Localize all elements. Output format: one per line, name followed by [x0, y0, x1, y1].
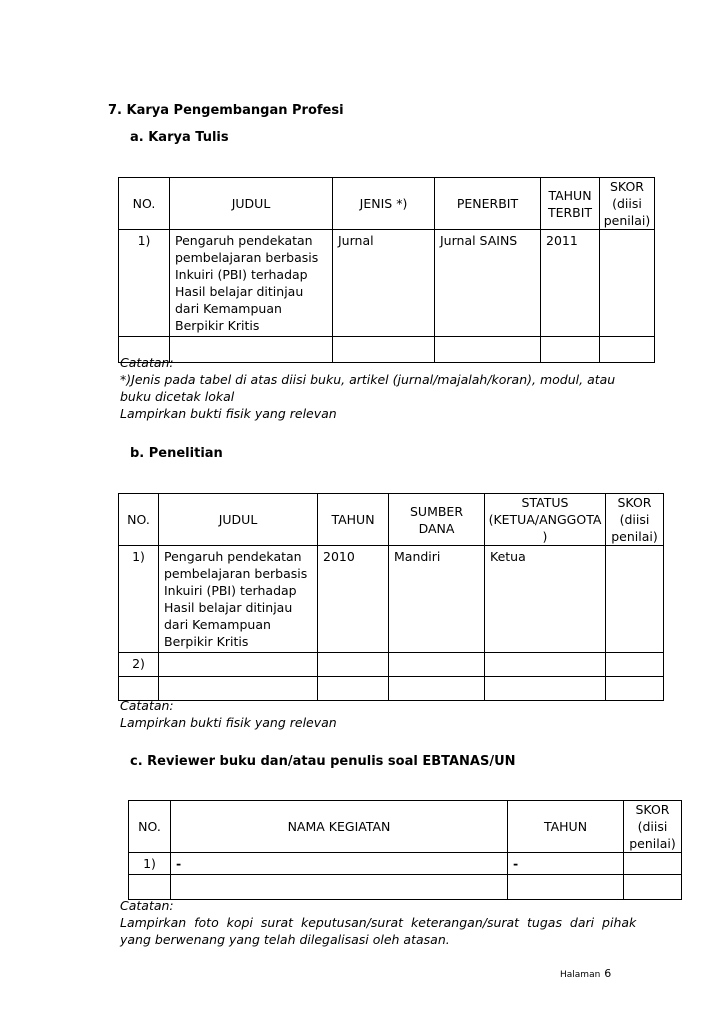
penelitian-notes — [120, 697, 337, 731]
page-number: 6 — [604, 967, 612, 980]
cell-skor — [606, 677, 664, 701]
page-footer — [560, 965, 611, 980]
table-header-row — [129, 801, 682, 853]
note-line: buku dicetak lokal — [120, 389, 235, 404]
reviewer-table — [128, 800, 682, 900]
header-tahun-terbit: TAHUN TERBIT — [541, 178, 600, 230]
header-judul: JUDUL — [159, 494, 318, 546]
cell-skor — [606, 546, 664, 653]
karya-tulis-heading: a. Karya Tulis — [130, 130, 229, 145]
header-status: STATUS (KETUA/ANGGOTA ) — [485, 494, 606, 546]
note-line: Lampirkan bukti fisik yang relevan — [120, 715, 337, 730]
table-header-row — [119, 494, 664, 546]
table-row — [129, 875, 682, 900]
note-line: Lampirkan foto kopi surat keputusan/surat keterangan/surat tugas dari pihak — [120, 915, 637, 930]
note-line: Catatan: — [120, 898, 174, 913]
cell-tahun — [318, 653, 389, 677]
cell-jenis: Jurnal — [333, 230, 435, 337]
cell-status: Ketua — [485, 546, 606, 653]
reviewer-heading: c. Reviewer buku dan/atau penulis soal EBTANAS/UN — [130, 754, 516, 769]
header-no: NO. — [119, 178, 170, 230]
header-skor: SKOR (diisi penilai) — [600, 178, 655, 230]
table-row — [119, 230, 655, 337]
cell-sumber-dana — [389, 677, 485, 701]
header-tahun: TAHUN — [508, 801, 624, 853]
table-header-row — [119, 178, 655, 230]
header-no: NO. — [129, 801, 171, 853]
cell-status — [485, 653, 606, 677]
table-row — [129, 853, 682, 875]
cell-sumber-dana — [389, 653, 485, 677]
table-row — [119, 546, 664, 653]
header-sumber-dana: SUMBER DANA — [389, 494, 485, 546]
karya-tulis-table — [118, 177, 655, 363]
table-row — [119, 653, 664, 677]
cell-no: 2) — [119, 653, 159, 677]
header-judul: JUDUL — [170, 178, 333, 230]
cell-tahun: 2010 — [318, 546, 389, 653]
note-line: *)Jenis pada tabel di atas diisi buku, artikel (jurnal/majalah/koran), modul, atau — [120, 372, 616, 387]
note-line: Catatan: — [120, 698, 174, 713]
cell-sumber-dana: Mandiri — [389, 546, 485, 653]
reviewer-notes — [120, 897, 636, 948]
cell-tahun — [508, 875, 624, 900]
cell-nama-kegiatan — [171, 875, 508, 900]
cell-tahun: 2011 — [541, 230, 600, 337]
cell-nama-kegiatan: - — [171, 853, 508, 875]
cell-skor — [600, 230, 655, 337]
header-nama-kegiatan: NAMA KEGIATAN — [171, 801, 508, 853]
penelitian-heading: b. Penelitian — [130, 446, 223, 461]
header-skor: SKOR (diisi penilai) — [606, 494, 664, 546]
header-no: NO. — [119, 494, 159, 546]
note-line: Catatan: — [120, 355, 174, 370]
header-jenis: JENIS *) — [333, 178, 435, 230]
cell-no: 1) — [129, 853, 171, 875]
penelitian-table — [118, 493, 664, 701]
header-tahun: TAHUN — [318, 494, 389, 546]
cell-penerbit: Jurnal SAINS — [435, 230, 541, 337]
cell-tahun: - — [508, 853, 624, 875]
cell-status — [485, 677, 606, 701]
cell-skor — [624, 853, 682, 875]
cell-judul: Pengaruh pendekatan pembelajaran berbasis Inkuiri (PBI) terhadap Hasil belajar ditinjau dari Kemampuan Berpikir Kritis — [170, 230, 333, 337]
cell-judul — [159, 653, 318, 677]
note-line: yang berwenang yang telah dilegalisasi oleh atasan. — [120, 932, 450, 947]
footer-label: Halaman — [560, 970, 601, 980]
cell-skor — [606, 653, 664, 677]
header-skor: SKOR (diisi penilai) — [624, 801, 682, 853]
karya-tulis-notes — [120, 354, 615, 422]
section-title: 7. Karya Pengembangan Profesi — [108, 103, 344, 118]
cell-judul: Pengaruh pendekatan pembelajaran berbasis Inkuiri (PBI) terhadap Hasil belajar ditinjau dari Kemampuan Berpikir Kritis — [159, 546, 318, 653]
header-penerbit: PENERBIT — [435, 178, 541, 230]
cell-no: 1) — [119, 546, 159, 653]
cell-no: 1) — [119, 230, 170, 337]
cell-no — [129, 875, 171, 900]
note-line: Lampirkan bukti fisik yang relevan — [120, 406, 337, 421]
cell-skor — [624, 875, 682, 900]
